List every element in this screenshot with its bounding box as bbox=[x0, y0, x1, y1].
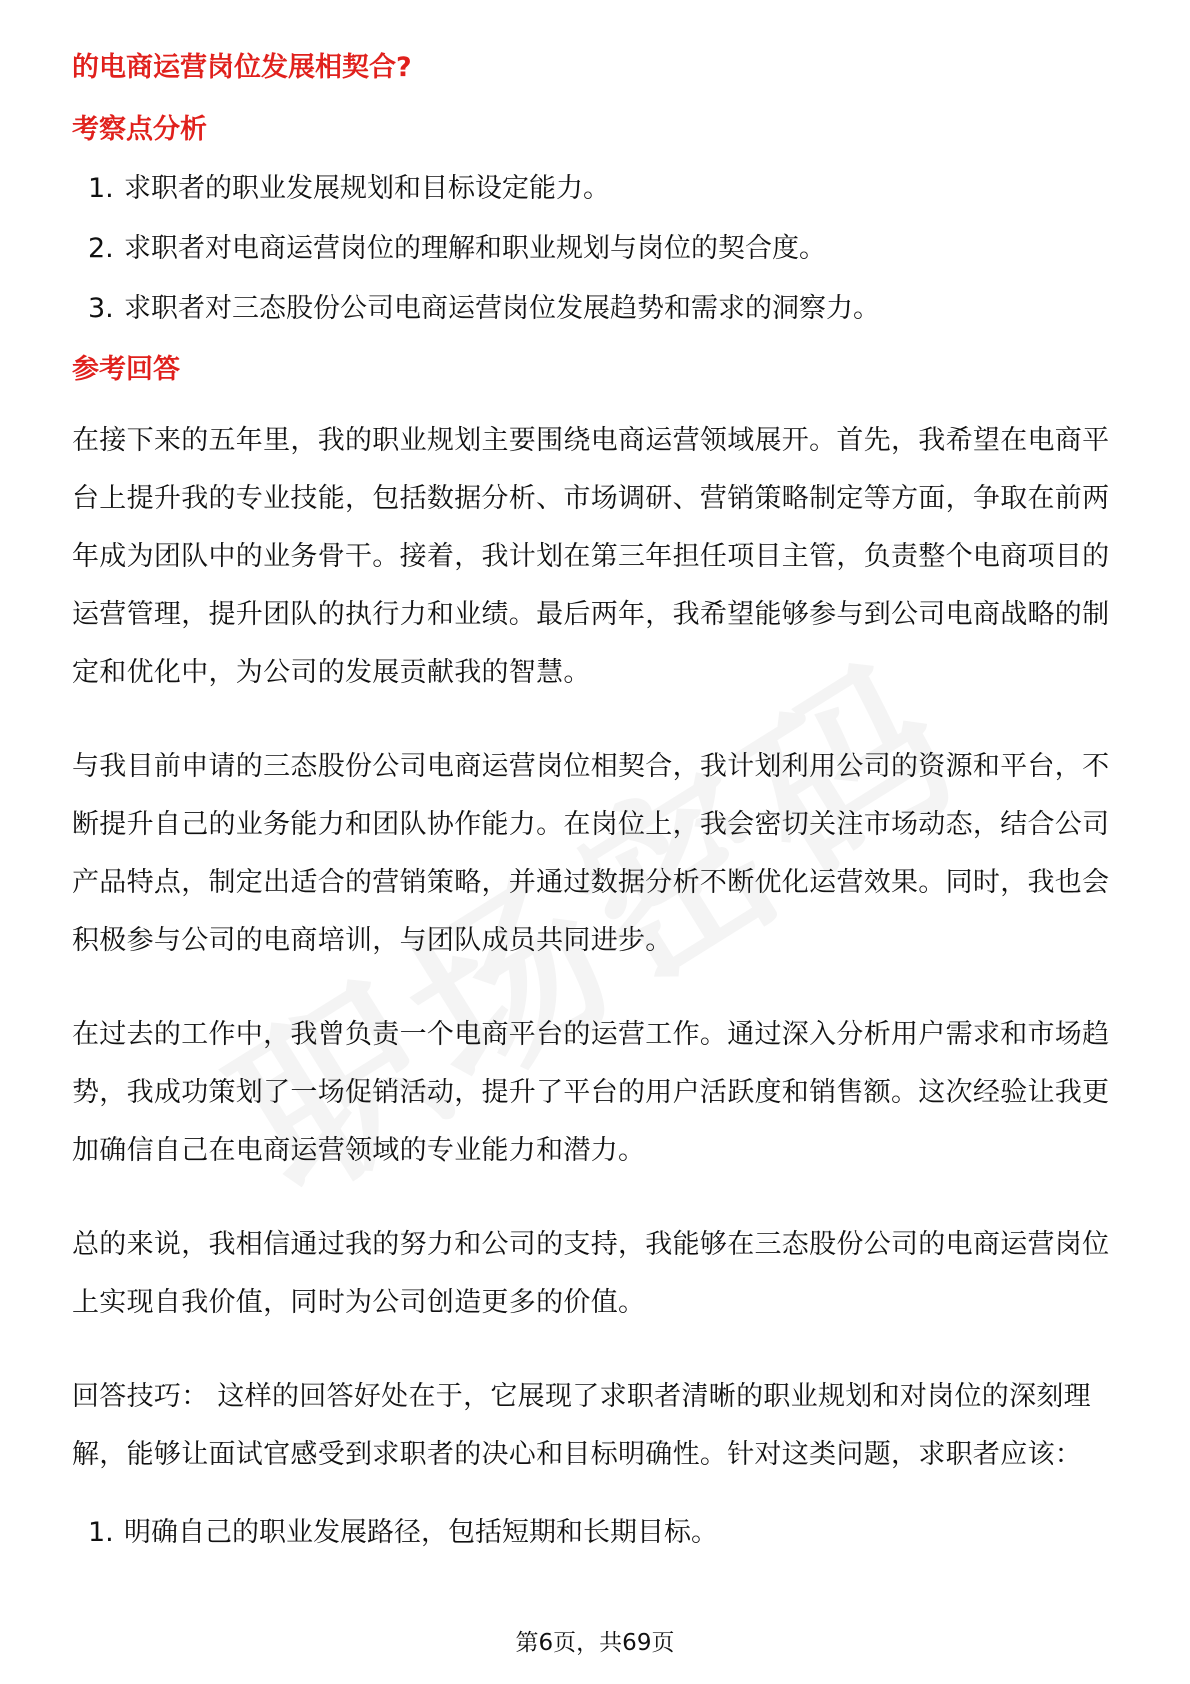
list-item-text: 求职者的职业发展规划和目标设定能力。 bbox=[124, 173, 610, 204]
list-item bbox=[72, 170, 1122, 208]
list-item-text: 求职者对电商运营岗位的理解和职业规划与岗位的契合度。 bbox=[124, 233, 826, 264]
list-item-text: 明确自己的职业发展路径，包括短期和长期目标。 bbox=[124, 1517, 718, 1548]
list-item bbox=[72, 1514, 1122, 1552]
list-number: 1. bbox=[88, 1517, 114, 1548]
tips-list bbox=[72, 1514, 1122, 1552]
answer-tips-paragraph: 回答技巧： 这样的回答好处在于，它展现了求职者清晰的职业规划和对岗位的深刻理解，能够让面试官感受到求职者的决心和目标明确性。针对这类问题，求职者应该： bbox=[72, 1381, 1091, 1470]
page-content bbox=[72, 48, 1122, 1552]
section-heading-answer: 参考回答 bbox=[72, 354, 180, 385]
list-item-text: 求职者对三态股份公司电商运营岗位发展趋势和需求的洞察力。 bbox=[124, 293, 880, 324]
list-number: 2. bbox=[88, 233, 114, 264]
answer-paragraph-4: 总的来说，我相信通过我的努力和公司的支持，我能够在三态股份公司的电商运营岗位上实现自我价值，同时为公司创造更多的价值。 bbox=[72, 1229, 1110, 1318]
answer-paragraph-3: 在过去的工作中，我曾负责一个电商平台的运营工作。通过深入分析用户需求和市场趋势，我成功策划了一场促销活动，提升了平台的用户活跃度和销售额。这次经验让我更加确信自己在电商运营领域的专业能力和潜力。 bbox=[72, 1019, 1110, 1166]
list-item bbox=[72, 230, 1122, 268]
section-heading-analysis: 考察点分析 bbox=[72, 114, 207, 145]
answer-paragraph-2: 与我目前申请的三态股份公司电商运营岗位相契合，我计划利用公司的资源和平台，不断提升自己的业务能力和团队协作能力。在岗位上，我会密切关注市场动态，结合公司产品特点，制定出适合的营销策略，并通过数据分析不断优化运营效果。同时，我也会积极参与公司的电商培训，与团队成员共同进步。 bbox=[72, 751, 1110, 956]
list-number: 1. bbox=[88, 173, 114, 204]
list-item bbox=[72, 290, 1122, 328]
analysis-list bbox=[72, 170, 1122, 328]
answer-paragraph-1: 在接下来的五年里，我的职业规划主要围绕电商运营领域展开。首先，我希望在电商平台上提升我的专业技能，包括数据分析、市场调研、营销策略制定等方面，争取在前两年成为团队中的业务骨干。接着，我计划在第三年担任项目主管，负责整个电商项目的运营管理，提升团队的执行力和业绩。最后两年，我希望能够参与到公司电商战略的制定和优化中，为公司的发展贡献我的智慧。 bbox=[72, 425, 1110, 688]
list-number: 3. bbox=[88, 293, 114, 324]
continued-question-title: 的电商运营岗位发展相契合? bbox=[72, 52, 412, 83]
page-footer: 第6页，共69页 bbox=[515, 1630, 675, 1656]
